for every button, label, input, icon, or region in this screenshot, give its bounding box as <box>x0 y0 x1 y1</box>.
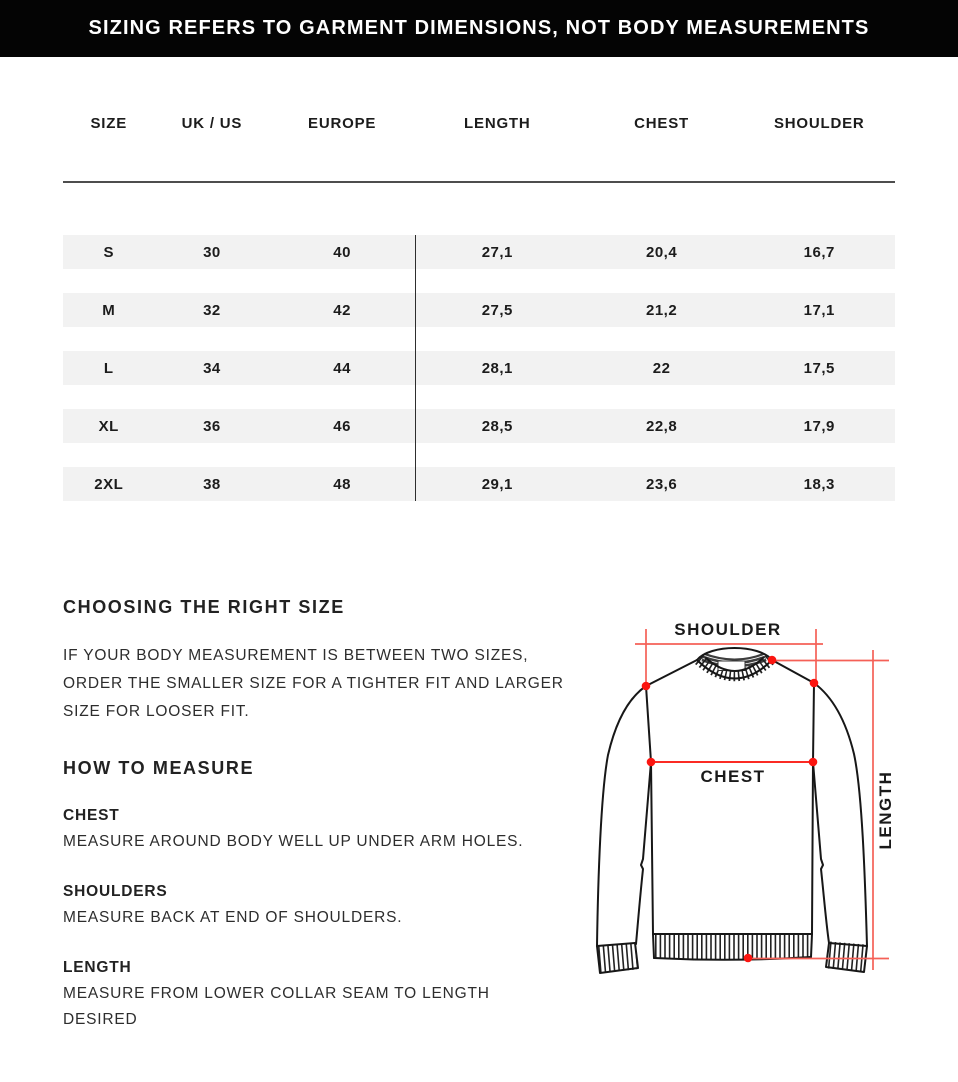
cell-europe: 46 <box>333 417 351 435</box>
cell-shoulder: 17,9 <box>803 417 835 435</box>
cell-chest: 21,2 <box>646 301 678 319</box>
cell-ukus: 32 <box>203 301 221 319</box>
sizing-disclaimer-banner <box>0 0 958 57</box>
size-table-rows <box>63 235 895 501</box>
cell-ukus: 38 <box>203 475 221 493</box>
column-header-europe: EUROPE <box>308 114 377 132</box>
size-table <box>63 112 895 501</box>
measure-item-length <box>63 955 568 1033</box>
cell-length: 27,1 <box>481 243 513 261</box>
cell-chest: 23,6 <box>646 475 678 493</box>
cell-length: 29,1 <box>481 475 513 493</box>
measure-item-text: MEASURE AROUND BODY WELL UP UNDER ARM HOLES. <box>63 833 524 850</box>
cell-length: 28,5 <box>481 417 513 435</box>
column-header-length: LENGTH <box>464 114 531 132</box>
measure-item-text: MEASURE FROM LOWER COLLAR SEAM TO LENGTH DESIRED <box>63 985 490 1028</box>
cell-size: S <box>103 243 115 261</box>
cell-size: 2XL <box>94 475 124 493</box>
table-row-2xl <box>63 467 895 501</box>
how-to-measure-heading: HOW TO MEASURE <box>63 758 255 778</box>
cell-europe: 42 <box>333 301 351 319</box>
cell-shoulder: 17,1 <box>803 301 835 319</box>
cell-size: XL <box>98 417 119 435</box>
cell-chest: 20,4 <box>646 243 678 261</box>
table-row-l <box>63 351 895 385</box>
column-header-shoulder: SHOULDER <box>773 114 865 132</box>
table-row-xl <box>63 409 895 443</box>
sizing-disclaimer-text: SIZING REFERS TO GARMENT DIMENSIONS, NOT BODY MEASUREMENTS <box>88 17 870 39</box>
diagram-chest-label: CHEST <box>700 767 766 786</box>
header-divider-line <box>63 181 895 183</box>
cell-size: L <box>103 359 114 377</box>
measure-item-text: MEASURE BACK AT END OF SHOULDERS. <box>63 909 403 926</box>
cell-ukus: 34 <box>203 359 221 377</box>
choosing-size-heading: CHOOSING THE RIGHT SIZE <box>63 597 345 617</box>
cell-europe: 48 <box>333 475 351 493</box>
size-table-header <box>63 112 895 134</box>
cell-shoulder: 18,3 <box>803 475 835 493</box>
cell-shoulder: 16,7 <box>803 243 835 261</box>
table-row-m <box>63 293 895 327</box>
cell-shoulder: 17,5 <box>803 359 835 377</box>
how-to-measure-block <box>63 758 568 1033</box>
table-row-s <box>63 235 895 269</box>
measure-item-label: SHOULDERS <box>63 883 168 900</box>
instructions-column <box>63 525 568 1033</box>
cell-ukus: 30 <box>203 243 221 261</box>
cell-length: 28,1 <box>481 359 513 377</box>
choosing-size-paragraph: IF YOUR BODY MEASUREMENT IS BETWEEN TWO SIZES, ORDER THE SMALLER SIZE FOR A TIGHTER FIT AND LARGER SIZE FOR LOOSER FIT. <box>63 647 564 720</box>
column-header-ukus: UK / US <box>181 114 243 132</box>
diagram-length-label: LENGTH <box>876 770 895 850</box>
size-guide-info-section <box>0 525 958 1082</box>
measure-item-label: CHEST <box>63 807 120 824</box>
cell-ukus: 36 <box>203 417 221 435</box>
measure-item-label: LENGTH <box>63 959 132 976</box>
cell-europe: 40 <box>333 243 351 261</box>
diagram-shoulder-label: SHOULDER <box>674 620 782 639</box>
sweater-measurement-diagram <box>575 607 958 1007</box>
table-vertical-divider <box>415 235 416 501</box>
measure-item-shoulders <box>63 879 568 931</box>
measure-item-chest <box>63 803 568 855</box>
cell-chest: 22 <box>652 359 671 377</box>
cell-europe: 44 <box>333 359 351 377</box>
cell-chest: 22,8 <box>646 417 678 435</box>
cell-size: M <box>102 301 116 319</box>
column-header-size: SIZE <box>90 114 128 132</box>
cell-length: 27,5 <box>481 301 513 319</box>
column-header-chest: CHEST <box>634 114 690 132</box>
